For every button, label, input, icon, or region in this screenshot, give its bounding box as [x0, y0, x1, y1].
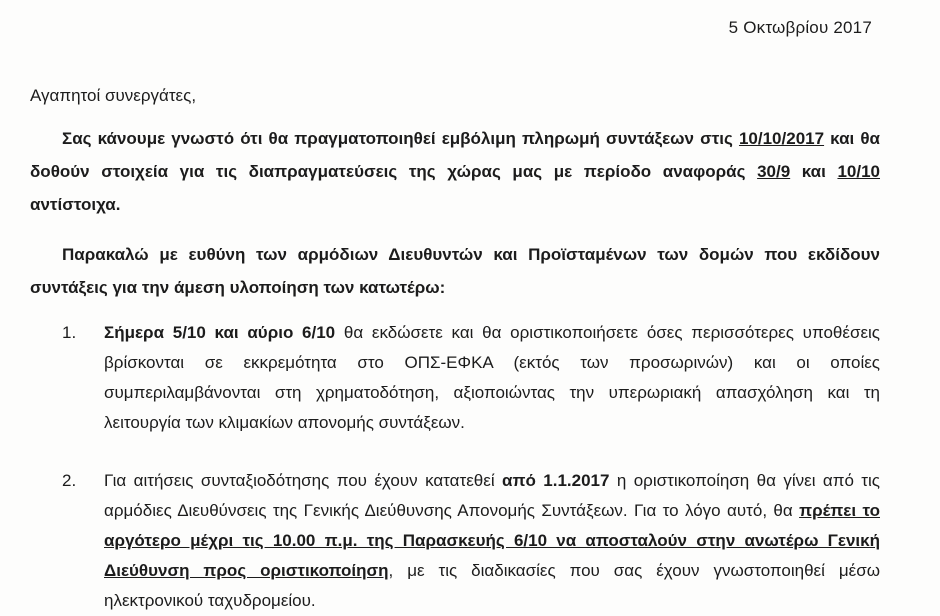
announcement-text-a: Σας κάνουμε γνωστό ότι θα πραγματοποιηθεί εμβόλιμη πληρωμή συντάξεων στις — [62, 129, 739, 148]
reference-date-1: 30/9 — [757, 162, 791, 181]
paragraph-announcement — [30, 122, 880, 221]
list-item-bold: Σήμερα 5/10 και αύριο 6/10 — [104, 323, 336, 342]
list-item-text-b: η οριστικοποίηση θα γίνει από τις αρμόδιες Διευθύνσεις της Γενικής Διεύθυνσης Απονομής Συντάξεων. Για το λόγο αυτό, θα — [104, 471, 880, 520]
announcement-text-d: αντίστοιχα. — [30, 195, 121, 214]
list-item-text-c: , με τις διαδικασίες που σας έχουν γνωστοποιηθεί μέσω ηλεκτρονικού ταχυδρομείου. — [104, 561, 880, 610]
announcement-text-b: και θα δοθούν στοιχεία για τις διαπραγματεύσεις της χώρας μας με περίοδο αναφοράς — [30, 129, 880, 181]
letter-date: 5 Οκτωβρίου 2017 — [728, 18, 872, 37]
reference-date-2: 10/10 — [837, 162, 880, 181]
list-item-body — [104, 318, 880, 438]
announcement-text-c: και — [790, 162, 838, 181]
list-item-body — [104, 466, 880, 616]
list-item-number: 1. — [62, 323, 77, 342]
list-item-text: θα εκδώσετε και θα οριστικοποιήσετε όσες περισσότερες υποθέσεις βρίσκονται σε εκκρεμότητα στο ΟΠΣ-ΕΦΚΑ (εκτός των προσωρινών) και οι οποίες συμπεριλαμβάνονται στη χρηματοδότηση, αξιοποιώντας την υπερωριακή απασχόληση και τη λειτουργία των κλιμακίων απονομής συντάξεων. — [104, 323, 880, 432]
paragraph-instruction: Παρακαλώ με ευθύνη των αρμόδιων Διευθυντών και Προϊσταμένων των δομών που εκδίδουν συντάξεις για την άμεση υλοποίηση των κατωτέρω: — [30, 245, 880, 297]
list-item-number: 2. — [62, 471, 77, 490]
list-item-1 — [62, 318, 880, 438]
list-item-bold-b: πρέπει το αργότερο μέχρι τις 10.00 π.μ. της Παρασκευής 6/10 να αποσταλούν στην ανωτέρω Γενική Διεύθυνση προς οριστικοποίηση — [104, 501, 880, 580]
salutation: Αγαπητοί συνεργάτες, — [30, 86, 197, 105]
payment-date: 10/10/2017 — [738, 129, 825, 148]
list-item-bold-a: από 1.1.2017 — [502, 471, 610, 490]
list-item-2 — [62, 466, 880, 616]
list-item-text-a: Για αιτήσεις συνταξιοδότησης που έχουν κατατεθεί — [104, 471, 503, 490]
